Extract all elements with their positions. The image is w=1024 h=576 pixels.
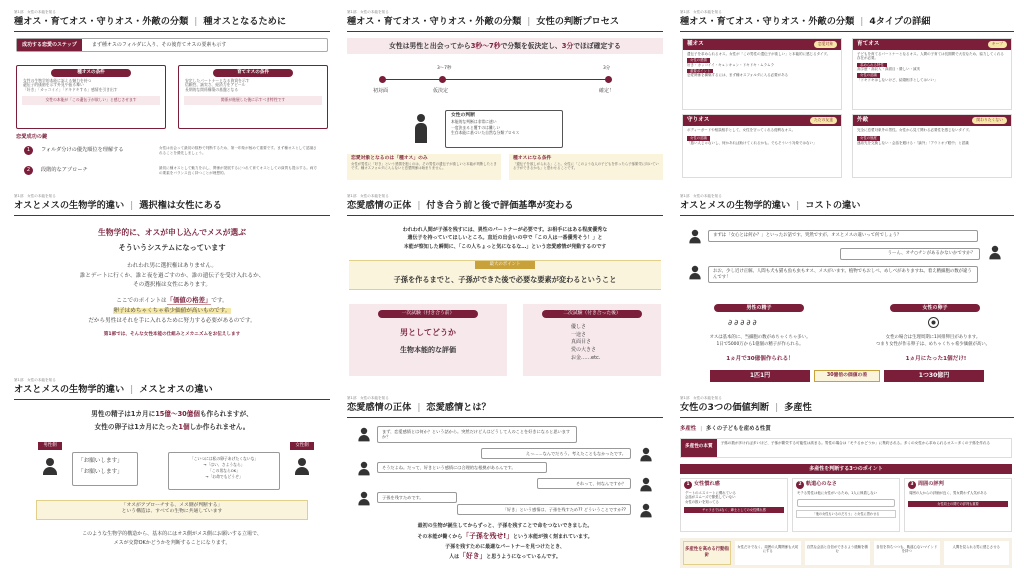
title-main: 種オス・育てオス・守りオス・外敵の分類 <box>347 16 522 28</box>
key-desc-2: 最初に種オスとして魅力を示し、関係が発展するにつれて育てオスとしての資質も提示する。両方の要素をバランス良く持つことが理想的。 <box>159 166 317 175</box>
panel-male-female-diff <box>14 378 330 570</box>
intro-line: 遺伝子を持っていてほしいところ。直近の出会いの中で「この人は一番優秀そう！」と <box>407 235 603 242</box>
teacher-icon <box>358 492 369 506</box>
essence-row <box>680 438 1012 458</box>
title-sub: 4タイプの詳細 <box>869 16 931 28</box>
title-underline <box>14 215 330 216</box>
title-underline <box>14 31 330 32</box>
type-badge: キープ <box>988 41 1007 48</box>
dialog-bubble: 「好き」という感情は、子孫を残すため?? どういうことですか?? <box>457 504 631 515</box>
title-main: 恋愛感情の正体 <box>347 200 412 212</box>
teacher-icon <box>358 428 369 442</box>
type-badge: 恋愛対象 <box>814 41 837 48</box>
timeline-line <box>383 79 611 80</box>
first-exam-main: 男としてどうか <box>400 327 456 337</box>
male-person-icon <box>43 458 57 476</box>
timeline-label: 仮決定 <box>433 88 449 94</box>
max-point-text: 子孫を作るまでと、子孫ができた後で必要な要素が変わるということ <box>393 274 617 284</box>
first-exam-head: 一次試験（付き合う前） <box>378 310 478 318</box>
female-desc: 女性の場合は生理周期に1回排卵目があります。 つまり女性が作る卵子は、めちゃくちゃ希少価値が高い。 <box>875 335 991 348</box>
type-sub-label: 女性の認識 <box>687 136 710 140</box>
point-foot: 「他の女性もいるのだろう」と女性に思わせる <box>796 510 896 518</box>
student-icon <box>640 478 651 492</box>
title-sub: 女性の判断プロセス <box>536 16 620 28</box>
teacher-icon <box>689 266 700 280</box>
mock-message-field <box>797 499 895 507</box>
first-exam-sub: 生物本能的な評価 <box>400 345 456 354</box>
type-desc: ボディーガードや相談相手として、女性を守ってくれる便利なオス。 <box>687 127 796 132</box>
point-item: 女性の扱いを知ってる <box>685 499 719 504</box>
male-side-label: 男性側 <box>38 442 62 450</box>
ask-box <box>72 452 138 486</box>
highlight-line: 卵子はめちゃくちゃ希少価値が高いものです。 <box>113 307 231 314</box>
title-underline <box>347 417 663 418</box>
type-sub-label: 求められる特性 <box>857 63 887 67</box>
dialog-bubble: 子孫を残すためです。 <box>377 492 457 503</box>
judge-item: 生存本能に基づいた自然な分類プロセス <box>451 130 520 136</box>
type-card-gaiteki <box>852 114 1012 178</box>
point-card-3 <box>904 478 1012 532</box>
student-icon <box>640 448 651 462</box>
second-item: 愛の大きさ <box>571 347 597 354</box>
body-line: われわれ男に選択権はありません。 <box>127 262 217 269</box>
key-item-2 <box>24 166 324 175</box>
second-exam-box <box>523 304 661 376</box>
second-item: 真面目さ <box>571 339 592 346</box>
ask-line: 「お願いします」 <box>78 458 123 464</box>
chapter-label: 第1部 女性の本能を知る <box>14 10 56 14</box>
dialog-bubble: えっ……なんでだろう。考えたこともなかったです。 <box>481 448 631 459</box>
plan-item: 女性だけでなく、周囲の人間関係も大切にする <box>735 541 801 565</box>
target-box <box>347 154 501 180</box>
target-head: 恋愛対象となるのは「種オス」のみ <box>351 156 428 161</box>
point-title: 1 女性慣れ感 <box>681 479 787 491</box>
type-badge: ただの友達 <box>810 117 837 124</box>
body-line: 誰とデートに行くか、誰と夜を過ごすのか、誰の遺伝子を受け入れるか、 <box>79 272 265 279</box>
essence-text: 子孫の数が多ければ多いほど、子孫が繁栄する可能性は高まる。男性の場合は「モテるかどうか」に集約される。多くの女性から求められるオス＝多くの子孫を作れる <box>720 441 991 445</box>
panel-title: 女性の3つの価値判断 | 多産性 <box>680 402 812 414</box>
response-box <box>168 452 280 490</box>
title-underline <box>680 215 1014 216</box>
value-gap-badge: 30億倍の価値の差 <box>814 370 880 382</box>
student-icon <box>989 246 1000 260</box>
panel-fertility <box>680 396 1014 572</box>
condition-text: 「遺伝子を欲しがられる」こと。女性に「このような人の子どもを作ったら子孫繁栄に向いている子ができるかも」と思わせることです。 <box>513 161 659 171</box>
point-line: ここでのポイントは「価値の格差」です。 <box>116 296 228 305</box>
male-month: 1ヵ月で30億個作られる！ <box>726 356 794 362</box>
chapter-label: 第1部 女性の本能を知る <box>347 10 389 14</box>
bottom-line: メスが交際OKかどうかを判断することになります。 <box>113 539 231 546</box>
point-title: 2 軌道心のなさ <box>793 479 899 491</box>
dialog-bubble: そうだよね。だって、好きという感情には合理的な根拠があるんです。 <box>377 462 547 473</box>
action-plan-row <box>680 538 1012 568</box>
female-side-label: 女性側 <box>290 442 314 450</box>
chapter-label: 第1部 女性の本能を知る <box>14 194 56 198</box>
judge-head: 女性の判断 <box>451 113 475 118</box>
title-main: オスとメスの生物学的違い <box>14 384 125 396</box>
panel-choice-female <box>14 194 330 364</box>
max-point-label: 最大のポイント <box>475 261 535 269</box>
timeline <box>373 66 627 106</box>
second-item: 一途さ <box>571 331 587 338</box>
type-card-sodate <box>852 38 1012 110</box>
condition-head: 種オスになる条件 <box>513 156 552 161</box>
female-person-icon <box>295 458 309 476</box>
dialog-bubble: おお、少し近け正解。人間も犬も猫も魚も虫もオス、メスがいます。植物でもおしべ、めしべがありますね。着え精細胞の数が違うんです！ <box>708 266 978 283</box>
type-sub-text: 恋愛関係を構築するには、まず種オスフォルダに入る必要がある <box>687 73 789 78</box>
type-sub-label: 女性の認識 <box>857 73 880 77</box>
step-label: 成功する恋愛のステップ <box>17 39 82 51</box>
type-sub-text: 高学歴・高収入・真面目・優しい・誠実 <box>857 67 920 72</box>
title-underline <box>680 417 1014 418</box>
second-item: お金……etc. <box>571 354 601 361</box>
point-card-2 <box>792 478 900 532</box>
female-egg-head: 女性の卵子 <box>890 304 980 312</box>
conclusion-text: 最初の生物が誕生してからずっと、子孫を残すことで命をつないできました。 その本能が働くから「子孫を残せ!」という本能が強く刻まれています。 子孫を残すために最適なパートナーを見つけたとき、 人は「好き」と思うようになっているんです。 <box>347 522 663 563</box>
left-item: 女性の生物学的本能に訴える魅力を持つ <box>23 77 92 83</box>
point-foot: 女性同士の間での評判も重要 <box>908 501 1008 507</box>
timeline-dot <box>379 76 386 83</box>
point-item: 会話がスムーズで緊張していない <box>685 495 736 500</box>
type-sub-text: 連絡先を交換しない・会話を避ける・「論外」「アウトオブ眼中」と認識 <box>857 140 969 145</box>
plan-item: 人間を見られる男に感じさせる <box>944 541 1010 565</box>
response-line: →「はい、さようなら」 <box>203 461 245 467</box>
timeline-label: 初対面 <box>373 88 389 94</box>
max-point-box <box>349 260 661 290</box>
right-condition-box <box>178 65 328 129</box>
title-underline <box>347 215 663 216</box>
left-condition-note: 女性の本能が「この遺伝子が欲しい」と感じさせます <box>22 96 160 105</box>
panel-title: 恋愛感情の正体 | 恋愛感情とは？ <box>347 402 491 414</box>
plan-label: 多産性を高める行動指針 <box>683 541 731 565</box>
dialog-bubble: うーん、オチ○チンがあるかないかですか？ <box>840 248 980 260</box>
panel-title: 恋愛感情の正体 | 付き合う前と後で評価基準が変わる <box>347 200 574 212</box>
type-card-tane <box>682 38 842 110</box>
second-item: 優しさ <box>571 323 587 330</box>
panel-judgment-process <box>347 10 663 180</box>
condition-box <box>509 154 663 180</box>
timeline-dot <box>605 76 612 83</box>
key-number-2: 2 <box>24 166 33 175</box>
title-main: 女性の3つの価値判断 <box>680 402 770 414</box>
type-name: 種オス <box>687 41 704 47</box>
timeline-label: 確定！ <box>599 88 615 94</box>
chapter-label: 第1部 女性の本能を知る <box>680 194 722 198</box>
timeline-dot <box>439 76 446 83</box>
key-number-1: 1 <box>24 146 33 155</box>
egg-line: 女性の卵子は1カ月にたった1個しか作られません。 <box>94 423 250 432</box>
title-sub: 恋愛感情とは？ <box>426 402 491 414</box>
plan-item: 自信を持ちつつも、軌道心ないマインドを持つ <box>874 541 940 565</box>
intro-line: 本能が察知した瞬間に、「この人ちょっと気になるな…」という恋愛感情が発動するのです <box>403 243 607 250</box>
target-text: 女性が男性に「好き」という感情を抱くのは、その男性の遺伝子が欲しいと本能が判断したときです。種オスフォルダに入らないと恋愛関係は始まりません。 <box>351 161 497 171</box>
response-line: →「お命でもどうぞ」 <box>205 473 243 479</box>
point-title: 3 周囲の評判 <box>905 479 1011 491</box>
panel-title: オスとメスの生物学的違い | コストの違い <box>680 200 861 212</box>
panel-title: オスとメスの生物学的違い | メスとオスの違い <box>14 384 213 396</box>
panel-cost-difference <box>680 194 1014 390</box>
type-desc: 完全に恋愛対象外の男性。女性から見て関わる必要性を感じないタイプ。 <box>857 127 973 132</box>
dialog-bubble: それって、何なんですか？ <box>537 478 631 489</box>
title-sub: 選択権は女性にある <box>139 200 222 212</box>
key-desc-1: 女性は出会って最初の数秒で判断するため、第一印象が極めて重要です。まず種オスとして認識されることを優先しましょう。 <box>159 146 317 155</box>
title-sub: 多産性 <box>784 402 812 414</box>
point-item: 周囲の人からの評価が良く、男女問わず人気がある <box>909 491 987 495</box>
dialog-bubble: まずは「女心とは何か？」といったお話です。突然ですが、オスとメスの違いって何でしょう？ <box>708 230 978 242</box>
timeline-top-label: 3〜7秒 <box>437 66 452 71</box>
second-exam-head: 二次試験（付き合った後） <box>542 310 642 318</box>
judge-item: 一度決まると覆すのは難しい <box>451 124 501 130</box>
panel-love-feeling <box>347 396 663 572</box>
conclusion-line: 最初の生物が誕生してからずっと、子孫を残すことで命をつないできました。 <box>417 523 593 529</box>
type-name: 外敵 <box>857 117 869 123</box>
panel-four-types <box>680 10 1014 182</box>
left-condition-list <box>17 79 165 93</box>
judge-box <box>445 110 563 148</box>
chapter-label: 第1部 女性の本能を知る <box>347 194 389 198</box>
type-name: 育てオス <box>857 41 880 47</box>
lead-line-1: 生物学的に、オスが申し込んでメスが選ぶ <box>97 227 247 237</box>
title-main: 恋愛感情の正体 <box>347 402 412 414</box>
bottom-text <box>14 530 330 547</box>
second-exam-list <box>571 324 661 363</box>
intro-line: われわれ人間が子孫を残すには、異性のパートナーが必要です。お相手にはある程度優秀な <box>402 226 608 233</box>
egg-icon <box>928 317 939 328</box>
right-condition-note: 関係が進展した後に示すべき特性です <box>184 96 322 105</box>
male-price: 1匹1円 <box>710 370 810 382</box>
ask-line: 「お願いします」 <box>78 468 123 475</box>
right-condition-list <box>179 79 327 93</box>
point-item: デートのエスコートに慣れている <box>685 491 736 495</box>
key-item-1 <box>24 146 324 155</box>
title-main: オスとメスの生物学的違い <box>14 200 125 212</box>
points-head: 多産性を判断する3つのポイント <box>680 464 1012 474</box>
type-badge: 関わりたくない <box>972 117 1007 124</box>
panel-title: 種オス・育てオス・守りオス・外敵の分類 | 女性の判断プロセス <box>347 16 620 28</box>
value-gap: 「価値の格差」 <box>166 296 212 305</box>
conclusion-line: という構造は、すべての生物に共通しています <box>121 508 223 514</box>
teacher-icon <box>689 230 700 244</box>
intro-text <box>347 226 663 252</box>
title-main: 種オス・育てオス・守りオス・外敵の分類 <box>680 16 855 28</box>
title-sub: 付き合う前と後で評価基準が変わる <box>426 200 574 212</box>
type-name: 守りオス <box>687 117 710 123</box>
response-line: 「こいつには私の卵子あげたくないな」 <box>189 456 259 461</box>
key-title-1: フォルダ分けの優先順位を理解する <box>41 147 124 154</box>
subheading: 多産性 | 多くの子どもを産める性質 <box>680 426 771 432</box>
left-item: 「好き」「カッコイイ」「ドキドキする」感情を引き出す <box>23 87 118 93</box>
point-card-1 <box>680 478 788 532</box>
title-underline <box>347 31 663 32</box>
judge-item: 本能的な判断は非常に速い <box>451 118 497 124</box>
type-desc: 子どもを育てるパートナーとなるオス。人間の子育ては長期間で大変なため、協力してくれる存在が必要。 <box>857 51 1004 61</box>
title-main: 種オス・育てオス・守りオス・外敵の分類 <box>14 16 189 28</box>
conclusion-line: 子孫を残すために最適なパートナーを見つけたとき、 <box>445 543 565 550</box>
body-text <box>14 262 330 340</box>
dialog-bubble: まず、恋愛感情とは何か？という話から。突然だけど人はどうして人のことを好きになると思いますか？ <box>377 426 577 443</box>
conclusion-box <box>36 500 308 520</box>
male-desc: オスは基本的に、当細胞の数がめちゃくちゃ多い。 1日で5000万から1億個の精子が作られる。 <box>709 335 811 348</box>
part-note: 第1部では、そんな女性本能の仕組みとメカニズムをお伝えします <box>103 332 241 338</box>
title-sub: 種オスとなるために <box>203 16 287 28</box>
response-line: 「この男ならOK」 <box>207 467 241 473</box>
female-month: 1ヵ月にたった1個だけ! <box>905 356 967 362</box>
chapter-label: 第1部 女性の本能を知る <box>680 10 722 14</box>
panel-love-criteria <box>347 194 663 384</box>
plan-item: 自然な会話と自信ができるよう経験を積む <box>805 541 871 565</box>
type-card-mamori <box>682 114 842 178</box>
title-main: オスとメスの生物学的違い <box>680 200 791 212</box>
key-title-2: 段階的なアプローチ <box>41 167 88 174</box>
conclusion-line: 「オスがアプローチする、メス側が判断する」 <box>121 503 223 508</box>
left-condition-head: 種オスの条件 <box>51 69 131 77</box>
student-icon <box>640 504 651 518</box>
timeline-top-label: 3分 <box>603 66 611 71</box>
point-foot: チャラさではなく、紳士としての女性慣れ感 <box>684 507 784 513</box>
sperm-line: 男性の精子は1カ月に15億〜30億個も作られますが、 <box>91 409 253 418</box>
body-line: だから男性はそれを手に入れるために努力する必要があるのです。 <box>88 317 256 324</box>
first-exam-box <box>349 304 507 376</box>
male-sperm-head: 男性の精子 <box>714 304 804 312</box>
point-item: モテる男性は他に女性がいるため、1人に執着しない <box>797 491 878 495</box>
right-item: 信頼性、誠実さ、経済力をアピール <box>185 82 246 88</box>
thinking-woman-icon <box>413 114 429 144</box>
panel-title: 種オス・育てオス・守りオス・外敵の分類 | 4タイプの詳細 <box>680 16 931 28</box>
right-condition-head: 育てオスの条件 <box>213 69 293 77</box>
body-line: その選択権は女性にあります。 <box>133 282 211 289</box>
panel-tane-osu-steps <box>14 10 330 180</box>
sperm-icons: ∂∂∂∂∂ <box>728 318 759 327</box>
panel-title: 種オス・育てオス・守りオス・外敵の分類 | 種オスとなるために <box>14 16 287 28</box>
title-underline <box>680 31 1014 32</box>
type-sub-label: 女性の感情 <box>687 58 710 62</box>
left-item: 遺伝子的価値を示す外見や振る舞い <box>23 82 84 88</box>
bottom-line: このような生物学的構造から、基本的にはオス側がメス側にお願いする立場で、 <box>82 531 262 537</box>
title-underline <box>14 399 330 400</box>
title-sub: コストの違い <box>805 200 861 212</box>
chapter-label: 第1部 女性の本能を知る <box>347 396 389 400</box>
type-sub-label: 重要ポイント <box>687 69 713 73</box>
right-item: 長期的な関係構築の基盤となる <box>185 87 239 93</box>
teacher-icon <box>358 462 369 476</box>
key-heading: 恋愛成功の鍵 <box>16 134 48 140</box>
lead-line-2: そういうシステムになっています <box>118 242 226 252</box>
chapter-label: 第1部 女性の本能を知る <box>14 378 56 382</box>
step-text: まず種オスのフォルダに入り、その後育てオスの要素も示す <box>91 41 227 48</box>
left-condition-box <box>16 65 166 129</box>
right-item: 安定したパートナーとなる資質を示す <box>185 77 250 83</box>
type-desc: 遺伝子を求められるオス。女性が「この男性の遺伝子が欲しい」と本能的に感じるタイプ。 <box>687 51 831 56</box>
type-sub-text: 「ドキドキはしないけど、結婚相手としてはいい」 <box>857 77 938 82</box>
chapter-label: 第1部 女性の本能を知る <box>680 396 722 400</box>
type-sub-text: 好き・カッコイイ・キュンキュン・ドキドキ・ムラムラ <box>687 62 775 67</box>
step-bar <box>16 38 328 52</box>
type-sub-text: 「悪い人じゃないし、何かあれば助けてくれるかも。でもそういう対象ではない」 <box>687 140 817 145</box>
essence-label: 多産性の本質 <box>681 439 717 457</box>
female-price: 1つ30億円 <box>884 370 984 382</box>
type-sub-label: 女性の態度 <box>857 136 880 140</box>
panel-title: オスとメスの生物学的違い | 選択権は女性にある <box>14 200 222 212</box>
lead-box: 女性は男性と出会ってから3秒〜7秒で分類を仮決定し、3分でほぼ確定する <box>347 38 663 54</box>
title-sub: メスとオスの違い <box>139 384 213 396</box>
